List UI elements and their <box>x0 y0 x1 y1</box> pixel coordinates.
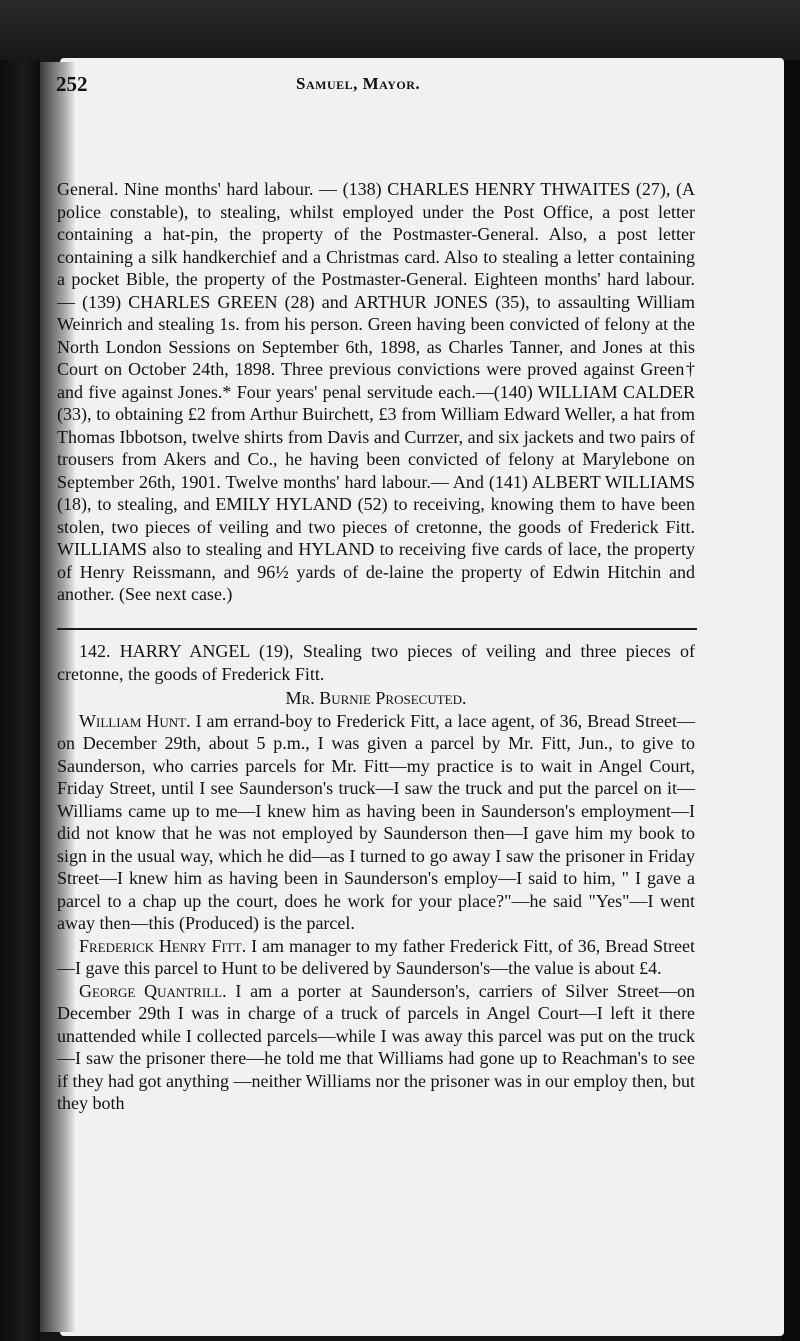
testimony-paragraph <box>57 710 695 935</box>
witness-name: Frederick Henry Fitt. <box>79 935 247 956</box>
case-divider <box>57 628 697 630</box>
witness-name: George Quantrill. <box>79 980 227 1001</box>
testimony-paragraph <box>57 980 695 1115</box>
page-header <box>56 72 696 100</box>
testimony-paragraph <box>57 935 695 980</box>
testimony-text: I am errand-boy to Frederick Fitt, a lace agent, of 36, Bread Street—on December 29th, about 5 p.m., I was given a parcel by Mr. Fitt, Jun., to give to Saunderson, who carries parcels for Mr. Fitt—my practice is to wait in Angel Court, Friday Street, until I see Saunderson's truck—I saw the truck and put the parcel on it—Williams came up to me—I knew him as having been in Saunderson's employment—I did not know that he was not employed by Saunderson then—I gave him my book to sign in the usual way, which he did—as I turned to go away I saw the prisoner in Friday Street—I knew him as having been in Saunderson's employ—I said to him, " I gave a parcel to a chap up the court, does he work for your place?"—he said "Yes"—I went away then—this (Produced) is the parcel. <box>57 710 696 933</box>
witness-name: William Hunt. <box>79 710 191 731</box>
continuation-block <box>57 178 695 606</box>
case-heading: 142. HARRY ANGEL (19), Stealing two pieces of veiling and three pieces of cretonne, the goods of Frederick Fitt. <box>57 641 695 684</box>
testimony-text: I am manager to my father Frederick Fitt, of 36, Bread Street—I gave this parcel to Hunt to be delivered by Saunderson's—the value is about £4. <box>57 935 696 978</box>
continuation-paragraph: General. Nine months' hard labour. — (138) CHARLES HENRY THWAITES (27), (A police constable), to stealing, whilst employed under the Post Office, a post letter containing a hat-pin, the property of the Postmaster-General. Also, a post letter containing a silk handkerchief and a Christmas card. Also to stealing a letter containing a pocket Bible, the property of the Postmaster-General. Eighteen months' hard labour. — (139) CHARLES GREEN (28) and ARTHUR JONES (35), to assaulting William Weinrich and stealing 1s. from his person. Green having been convicted of felony at the North London Sessions on September 6th, 1898, as Charles Tanner, and Jones at this Court on October 24th, 1898. Three previous convictions were proved against Green† and five against Jones.* Four years' penal servitude each.—(140) WILLIAM CALDER (33), to obtaining £2 from Arthur Buirchett, £3 from William Edward Weller, a hat from Thomas Ibbotson, twelve shirts from Davis and Currzer, and six jackets and two pairs of trousers from Akers and Co., he having been convicted of felony at Marylebone on September 26th, 1901. Twelve months' hard labour.— And (141) ALBERT WILLIAMS (18), to stealing, and EMILY HYLAND (52) to receiving, knowing them to have been stolen, two pieces of veiling and two pieces of cretonne, the goods of Frederick Fitt. WILLIAMS also to stealing and HYLAND to receiving five cards of lace, the property of Henry Reissmann, and 96½ yards of de-laine the property of Edwin Hitchin and another. (See next case.) <box>57 179 695 604</box>
case-block <box>57 640 695 1115</box>
book-spine <box>0 60 40 1341</box>
scan-right-border <box>782 60 800 1341</box>
page-number: 252 <box>56 72 88 96</box>
prosecution-line: Mr. Burnie Prosecuted. <box>285 688 467 708</box>
testimony-text: I am a porter at Saunderson's, carriers of Silver Street—on December 29th I was in charge of a truck of parcels in Angel Court—I left it there unattended while I collected parcels—while I was away this parcel was put on the truck—I saw the prisoner there—he told me that Williams had gone up to Reachman's to see if they had got anything —neither Williams nor the prisoner was in our employ then, but they both <box>57 980 695 1113</box>
running-head: Samuel, Mayor. <box>296 74 421 93</box>
